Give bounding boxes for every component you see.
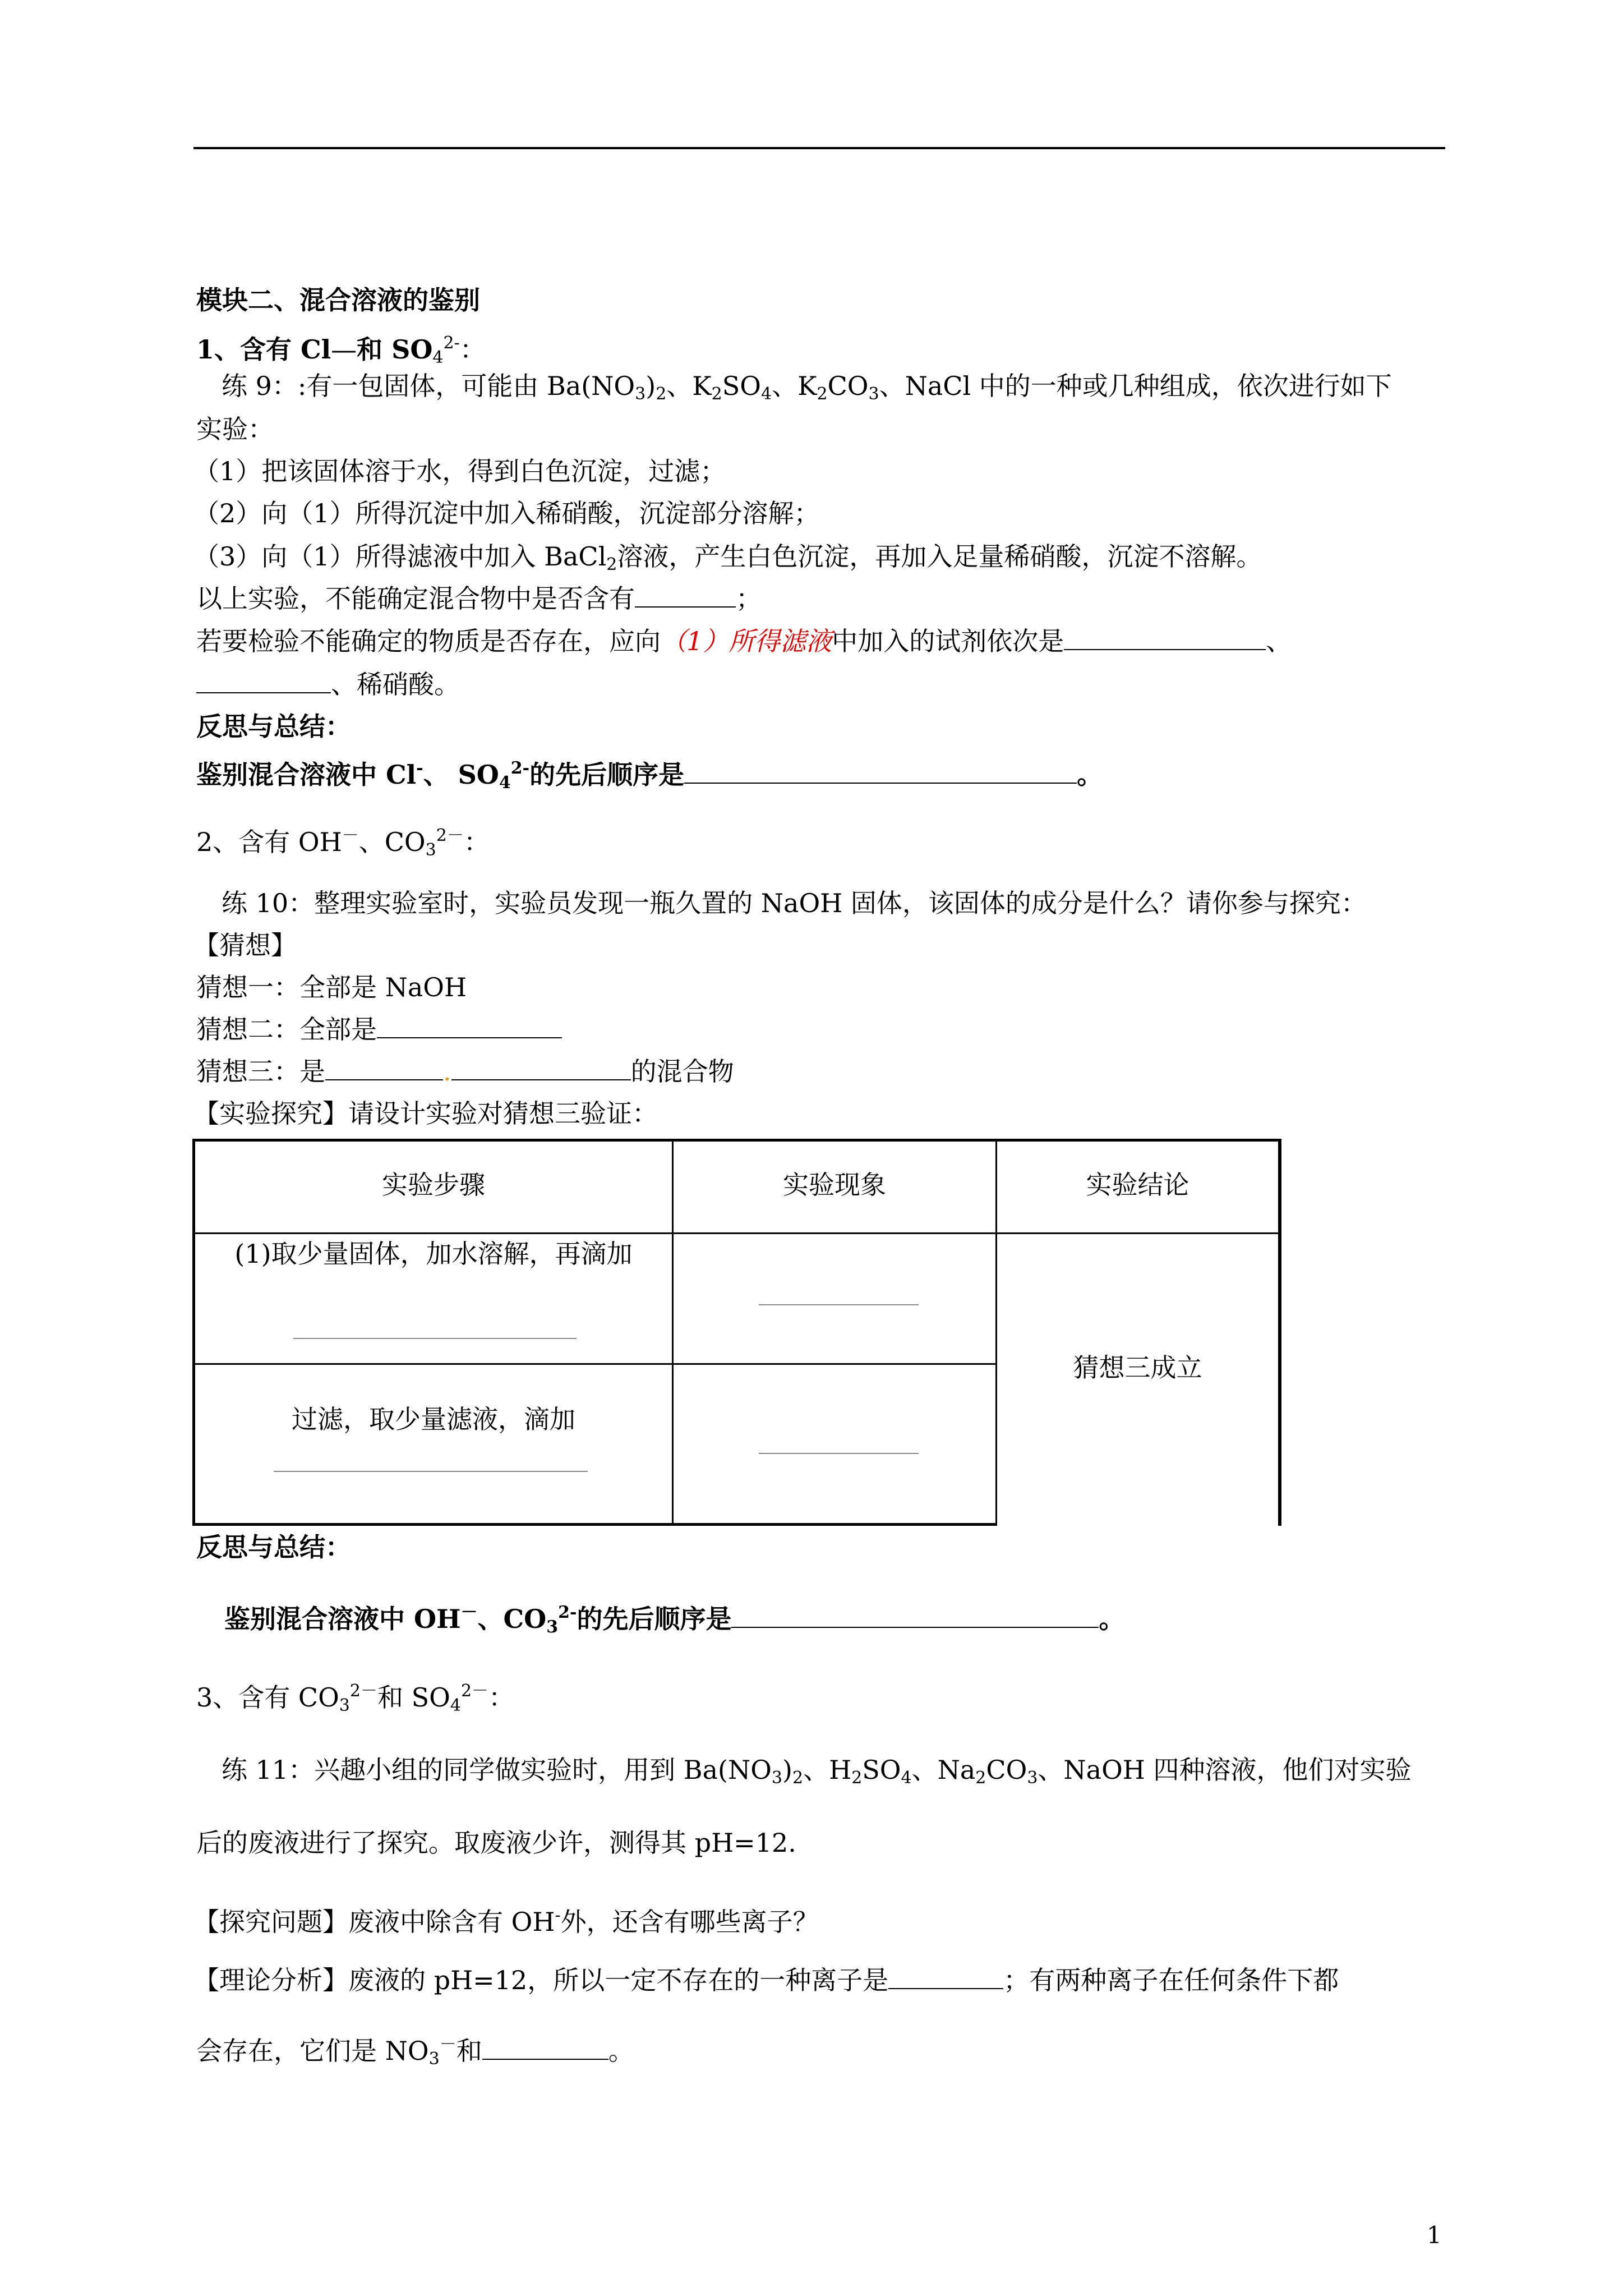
header-rule (193, 147, 1445, 149)
step-1-cell: (1)取少量固体，加水溶解，再滴加 (234, 1239, 633, 1269)
guess-1: 猜想一：全部是 NaOH (196, 972, 467, 1002)
step-3: （3）向（1）所得滤液中加入 BaCl$_2$溶液，产生白色沉淀，再加入足量稀硝酸，沉淀不溶解。 (193, 541, 1262, 574)
exercise11-line2: 后的废液进行了探究。取废液少许，测得其 pH=12. (196, 1828, 796, 1858)
guess-2: 猜想二：全部是 (196, 1013, 562, 1046)
experiment-table (192, 1139, 1281, 1526)
question-1: 以上实验，不能确定混合物中是否含有 ； (196, 582, 762, 615)
exercise9-line1: 练 9：:有一包固体，可能由 $Ba(NO_3)_2$、$K_2SO_4$、$K_2CO_3$、NaCl 中的一种或几种组成，依次进行如下 (222, 371, 1392, 404)
answer-blank[interactable] (196, 668, 331, 693)
conclusion-cell: 猜想三成立 (1073, 1352, 1202, 1383)
exercise11-line1: 练 11：兴趣小组的同学做实验时，用到 $Ba(NO_3)_2$、$H_2SO_4$、$Na_2CO_3$、NaOH 四种溶液，他们对实验 (222, 1755, 1412, 1788)
step-1: （1）把该固体溶于水，得到白色沉淀，过滤； (193, 456, 726, 486)
answer-blank[interactable] (635, 582, 736, 608)
answer-blank[interactable] (759, 1304, 919, 1305)
answer-blank[interactable] (731, 1602, 1099, 1628)
exercise9-line2: 实验： (196, 414, 274, 444)
answer-blank[interactable] (759, 1453, 919, 1454)
theory-analysis-line2: 会存在，它们是 $NO_3^-$和 。 (196, 2035, 634, 2069)
reflection-2-title: 反思与总结： (196, 1532, 351, 1562)
guess-3: 猜想三：是 . 的混合物 (196, 1055, 734, 1088)
item1-heading: 1、含有 Cl—和 $SO_4^{2-}$： (196, 333, 486, 367)
answer-blank[interactable] (1064, 624, 1266, 650)
experiment-prompt: 【实验探究】请设计实验对猜想三验证： (193, 1098, 658, 1129)
answer-blank[interactable] (888, 1963, 1003, 1989)
answer-blank[interactable] (293, 1338, 577, 1339)
step-2-cell: 过滤，取少量滤液，滴加 (292, 1404, 575, 1434)
answer-blank[interactable] (274, 1471, 588, 1472)
item2-heading: 2、含有 OH－、$CO_3^{2-}$： (196, 826, 490, 860)
answer-blank[interactable] (451, 1055, 631, 1080)
header-conclusion: 实验结论 (1086, 1170, 1189, 1200)
page-number: 1 (1427, 2221, 1442, 2249)
header-steps: 实验步骤 (382, 1170, 485, 1200)
reflection-1-title: 反思与总结： (196, 711, 351, 742)
reflection-2: 鉴别混合溶液中 OH－、$CO_3^{2-}$的先后顺序是 。 (224, 1603, 1125, 1637)
question-2-line2: 、稀硝酸。 (196, 668, 460, 701)
explore-question: 【探究问题】废液中除含有 OH-外，还含有哪些离子？ (193, 1906, 819, 1937)
step-2: （2）向（1）所得沉淀中加入稀硝酸，沉淀部分溶解； (193, 498, 820, 528)
section-title: 模块二、混合溶液的鉴别 (196, 285, 480, 315)
reflection-1: 鉴别混合溶液中 Cl-、 $SO_4^{2-}$的先后顺序是 。 (196, 758, 1103, 793)
answer-blank[interactable] (325, 1055, 443, 1080)
exercise10: 练 10：整理实验室时，实验员发现一瓶久置的 NaOH 固体，该固体的成分是什么？请你参与探究： (222, 888, 1367, 918)
answer-blank[interactable] (684, 758, 1077, 784)
item3-heading: 3、含有 $CO_3^{2-}$和 $SO_4^{2-}$： (196, 1681, 515, 1715)
guess-title: 【猜想】 (193, 930, 297, 960)
question-2: 若要检验不能确定的物质是否存在，应向（1）所得滤液中加入的试剂依次是 、 (196, 624, 1292, 658)
answer-blank[interactable] (377, 1013, 562, 1038)
answer-blank[interactable] (482, 2034, 608, 2060)
theory-analysis: 【理论分析】废液的 pH=12，所以一定不存在的一种离子是 ；有两种离子在任何条件下都 (193, 1963, 1339, 1997)
header-observation: 实验现象 (783, 1170, 886, 1200)
